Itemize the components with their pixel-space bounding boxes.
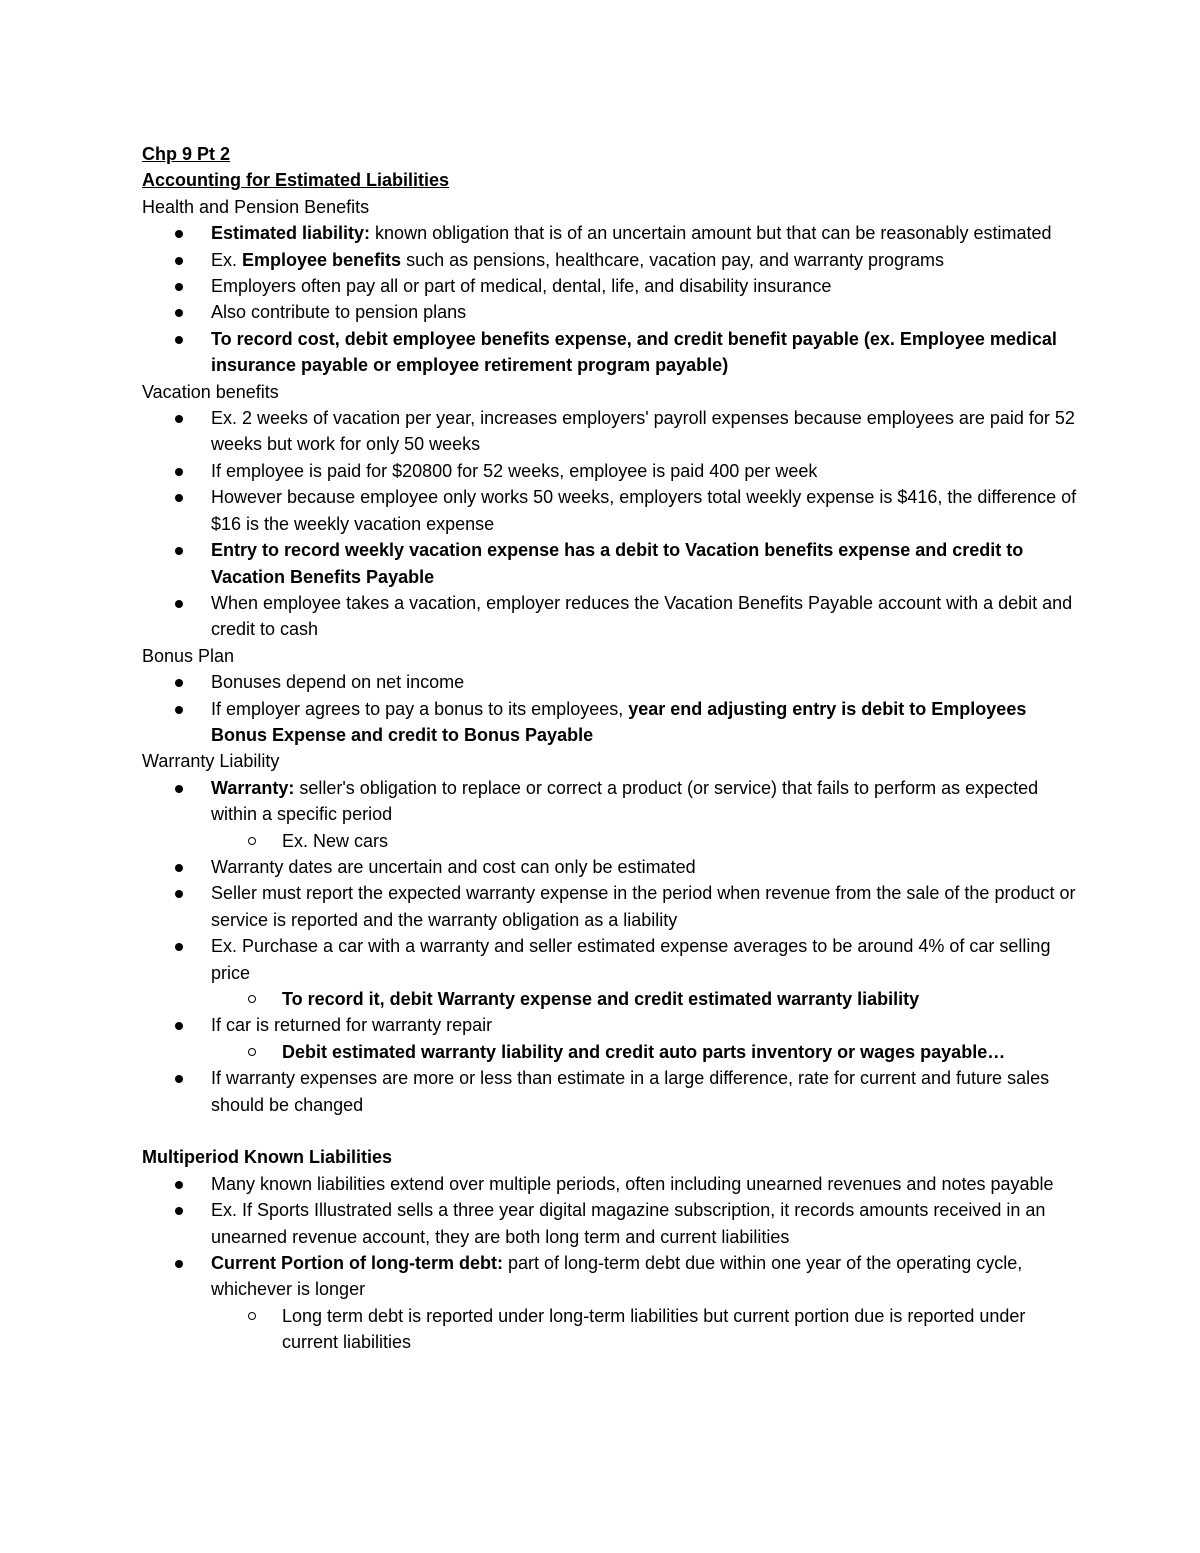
- bullet-icon: [175, 1260, 183, 1268]
- bullet-list-multiperiod: [142, 1171, 1082, 1303]
- list-item: [142, 1012, 1082, 1038]
- item-text: Bonuses depend on net income: [211, 672, 465, 693]
- item-text: seller's obligation to replace or correct a product (or service) that fails to perform as expected within a specific period: [211, 777, 1039, 825]
- list-item: [142, 405, 1082, 458]
- bullet-icon: [175, 1022, 183, 1030]
- item-text: Also contribute to pension plans: [211, 302, 467, 323]
- bold-term: year end adjusting entry is debit to Employees Bonus Expense and credit to Bonus Payable: [211, 698, 1027, 745]
- item-text: Long term debt is reported under long-term liabilities but current portion due is reported under current liabilities: [282, 1305, 1026, 1353]
- list-item: [142, 326, 1082, 379]
- item-text: If employer agrees to pay a bonus to its employees,: [211, 698, 629, 719]
- bullet-list-warranty-2: [142, 854, 1082, 986]
- bullet-icon: [175, 468, 183, 476]
- bullet-icon: [175, 547, 183, 555]
- sub-list-warranty-example: [142, 828, 1082, 854]
- item-text: Ex. 2 weeks of vacation per year, increases employers' payroll expenses because employees are paid for 52 weeks but work for only 50 weeks: [211, 408, 1075, 455]
- list-item: [142, 273, 1082, 299]
- sub-list-repair: [142, 1039, 1082, 1065]
- doc-title: Chp 9 Pt 2: [142, 144, 231, 164]
- item-text: Ex.: [211, 249, 243, 270]
- bullet-list-vacation: [142, 405, 1082, 643]
- document-page: [142, 141, 1082, 1356]
- item-text: If warranty expenses are more or less than estimate in a large difference, rate for current and future sales should be changed: [211, 1068, 1050, 1115]
- bullet-icon: [175, 890, 183, 898]
- bold-term: Entry to record weekly vacation expense has a debit to Vacation benefits expense and credit to Vacation Benefits Payable: [211, 540, 1024, 587]
- sub-list-item: [211, 1039, 1082, 1065]
- bullet-list-health-pension: [142, 220, 1082, 378]
- item-text: Warranty dates are uncertain and cost can only be estimated: [211, 856, 696, 877]
- item-text: Ex. New cars: [282, 830, 389, 851]
- list-item: [142, 590, 1082, 643]
- list-item: [142, 1197, 1082, 1250]
- bullet-icon: [175, 864, 183, 872]
- bullet-icon: [175, 230, 183, 238]
- sub-list-item: [211, 1303, 1082, 1356]
- bullet-icon: [175, 1207, 183, 1215]
- bullet-icon: [175, 706, 183, 714]
- item-text: Seller must report the expected warranty expense in the period when revenue from the sale of the product or service is reported and the warranty obligation as a liability: [211, 883, 1076, 930]
- bullet-icon: [175, 785, 183, 793]
- blank-line: [142, 1118, 1082, 1144]
- list-item: [142, 458, 1082, 484]
- list-item: [142, 1065, 1082, 1118]
- item-text: If employee is paid for $20800 for 52 weeks, employee is paid 400 per week: [211, 460, 818, 481]
- group-label-warranty: Warranty Liability: [142, 751, 280, 772]
- item-text: such as pensions, healthcare, vacation pay, and warranty programs: [401, 249, 945, 270]
- bullet-list-bonus: [142, 669, 1082, 748]
- list-item: [142, 775, 1082, 828]
- sub-list-current-portion: [142, 1303, 1082, 1356]
- bullet-icon: [175, 1181, 183, 1189]
- item-text: part of long-term debt due within one year of the operating cycle, whichever is longer: [211, 1253, 1023, 1300]
- bold-term: Current Portion of long-term debt:: [211, 1253, 503, 1274]
- bullet-icon: [175, 1075, 183, 1083]
- list-item: [142, 299, 1082, 325]
- bullet-icon: [175, 283, 183, 291]
- circle-bullet-icon: [248, 1048, 256, 1056]
- sub-list-item: [211, 986, 1082, 1012]
- list-item: [142, 696, 1082, 749]
- bullet-icon: [175, 494, 183, 502]
- group-label-health-pension: Health and Pension Benefits: [142, 196, 370, 217]
- bold-term: Debit estimated warranty liability and credit auto parts inventory or wages payable…: [282, 1041, 1006, 1062]
- list-item: [142, 669, 1082, 695]
- bold-term: To record it, debit Warranty expense and credit estimated warranty liability: [282, 989, 920, 1009]
- item-text: However because employee only works 50 weeks, employers total weekly expense is $416, the difference of $16 is the weekly vacation expense: [211, 487, 1077, 534]
- circle-bullet-icon: [248, 837, 256, 845]
- list-item: [142, 484, 1082, 537]
- sub-list-item: [211, 828, 1082, 854]
- list-item: [142, 854, 1082, 880]
- bullet-icon: [175, 336, 183, 344]
- circle-bullet-icon: [248, 995, 256, 1003]
- item-text: Ex. If Sports Illustrated sells a three year digital magazine subscription, it records amounts received in an unearned revenue account, they are both long term and current liabilities: [211, 1200, 1046, 1247]
- sub-list-record-warranty: [142, 986, 1082, 1012]
- bullet-icon: [175, 679, 183, 687]
- item-text: Many known liabilities extend over multiple periods, often including unearned revenues and notes payable: [211, 1173, 1054, 1194]
- bullet-icon: [175, 415, 183, 423]
- list-item: [142, 880, 1082, 933]
- item-text: Employers often pay all or part of medical, dental, life, and disability insurance: [211, 276, 832, 297]
- list-item: [142, 537, 1082, 590]
- item-text: known obligation that is of an uncertain amount but that can be reasonably estimated: [370, 223, 1052, 244]
- list-item: [142, 933, 1082, 986]
- group-label-vacation: Vacation benefits: [142, 381, 279, 402]
- bold-term: To record cost, debit employee benefits expense, and credit benefit payable (ex. Employee medical insurance payable or employee retirement program payable): [211, 328, 1057, 376]
- list-item: [142, 1171, 1082, 1197]
- list-item: [142, 220, 1082, 246]
- bold-term: Employee benefits: [242, 249, 402, 270]
- list-item: [142, 247, 1082, 273]
- item-text: When employee takes a vacation, employer reduces the Vacation Benefits Payable account with a debit and credit to cash: [211, 592, 1073, 640]
- group-label-bonus: Bonus Plan: [142, 645, 235, 666]
- item-text: If car is returned for warranty repair: [211, 1015, 493, 1036]
- bullet-list-warranty-4: [142, 1065, 1082, 1118]
- bold-term: Warranty:: [211, 777, 295, 798]
- section-heading-multiperiod: Multiperiod Known Liabilities: [142, 1147, 392, 1168]
- bullet-icon: [175, 943, 183, 951]
- bullet-icon: [175, 257, 183, 265]
- list-item: [142, 1250, 1082, 1303]
- bullet-list-warranty-3: [142, 1012, 1082, 1038]
- bullet-list-warranty: [142, 775, 1082, 828]
- item-text: Ex. Purchase a car with a warranty and seller estimated expense averages to be around 4% of car selling price: [211, 936, 1051, 983]
- bullet-icon: [175, 600, 183, 608]
- circle-bullet-icon: [248, 1312, 256, 1320]
- bold-term: Estimated liability:: [211, 223, 371, 244]
- bullet-icon: [175, 309, 183, 317]
- section-heading-estimated-liabilities: Accounting for Estimated Liabilities: [142, 170, 450, 191]
